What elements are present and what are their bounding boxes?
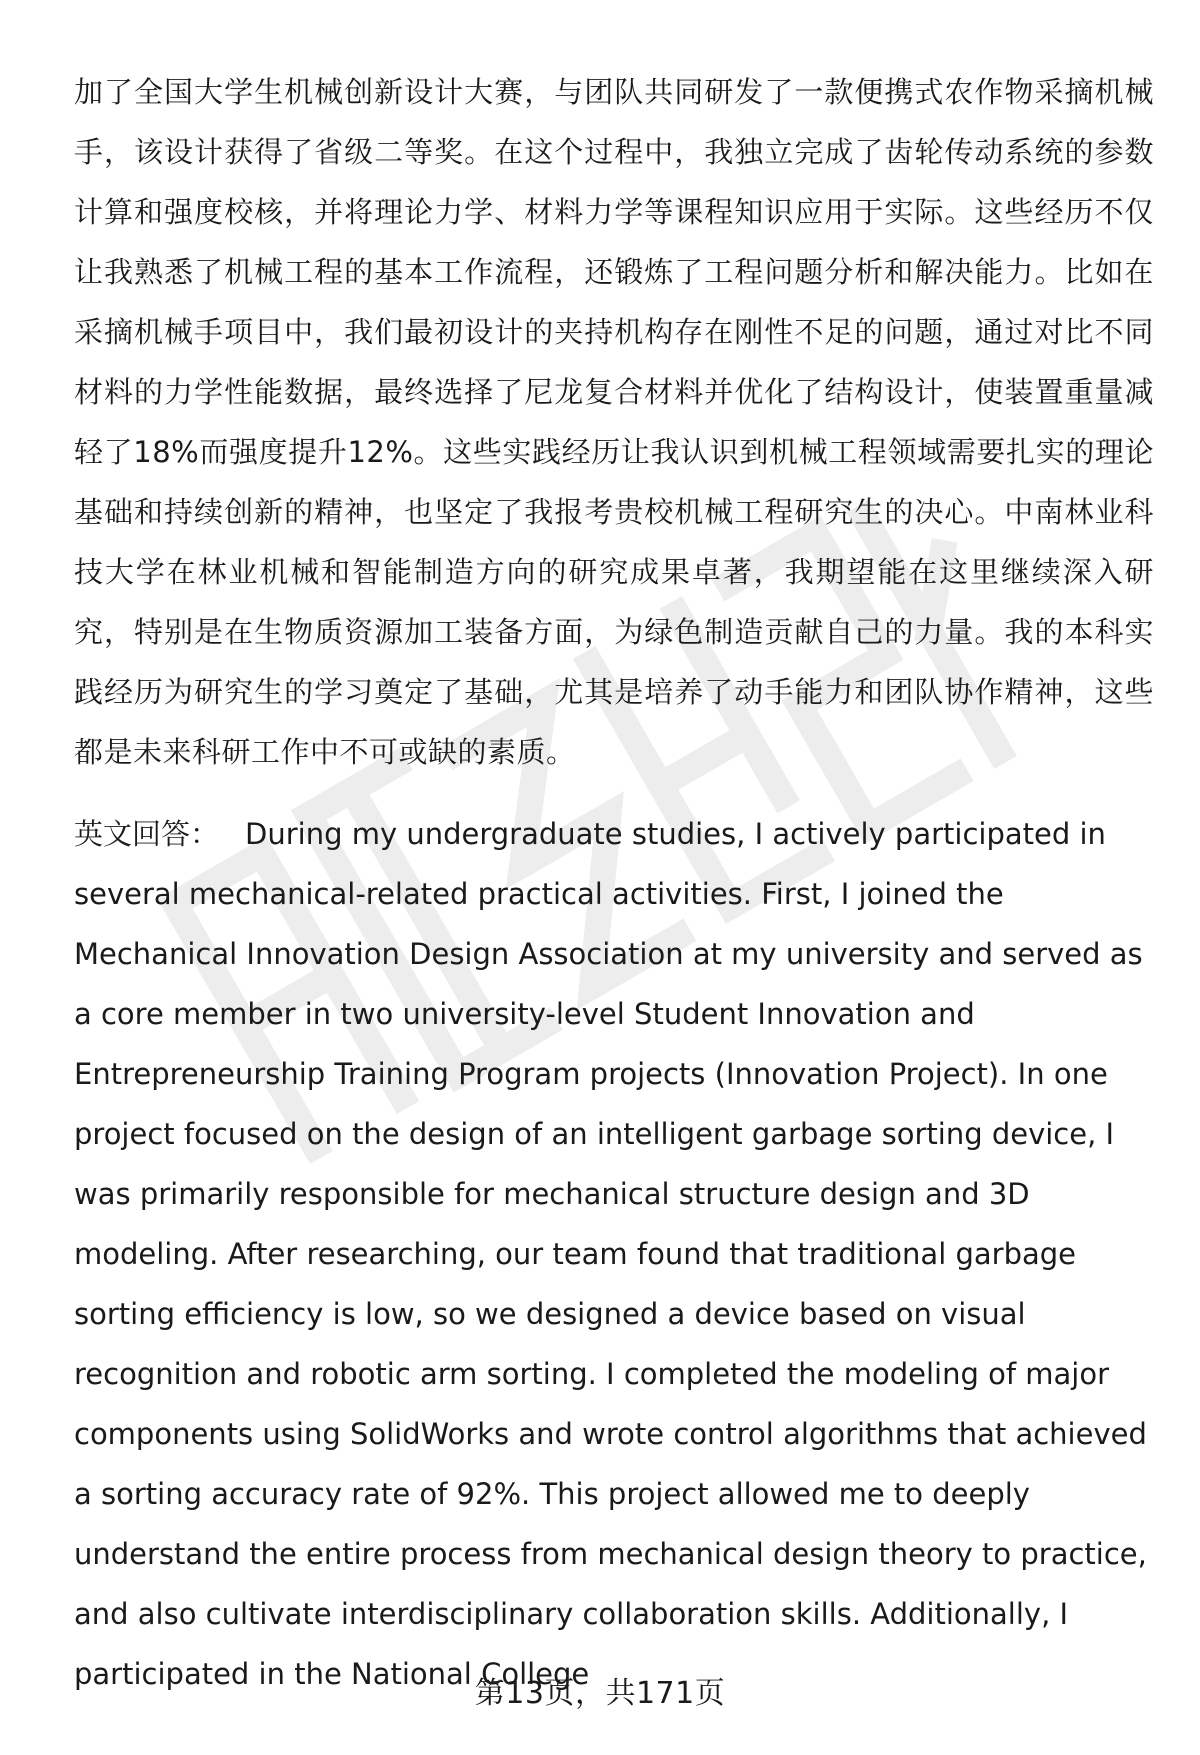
page-number-footer: 第13页，共171页 bbox=[474, 1676, 726, 1711]
chinese-answer-paragraph: 加了全国大学生机械创新设计大赛，与团队共同研发了一款便携式农作物采摘机械手，该设计获得了省级二等奖。在这个过程中，我独立完成了齿轮传动系统的参数计算和强度校核，并将理论力学、材料力学等课程知识应用于实际。这些经历不仅让我熟悉了机械工程的基本工作流程，还锻炼了工程问题分析和解决能力。比如在采摘机械手项目中，我们最初设计的夹持机构存在刚性不足的问题，通过对比不同材料的力学性能数据，最终选择了尼龙复合材料并优化了结构设计，使装置重量减轻了18%而强度提升12%。这些实践经历让我认识到机械工程领域需要扎实的理论基础和持续创新的精神，也坚定了我报考贵校机械工程研究生的决心。中南林业科技大学在林业机械和智能制造方向的研究成果卓著，我期望能在这里继续深入研究，特别是在生物质资源加工装备方面，为绿色制造贡献自己的力量。我的本科实践经历为研究生的学习奠定了基础，尤其是培养了动手能力和团队协作精神，这些都是未来科研工作中不可或缺的素质。 bbox=[74, 75, 1154, 769]
english-answer-paragraph bbox=[74, 804, 1154, 1704]
document-body bbox=[74, 62, 1154, 1704]
english-answer-text: During my undergraduate studies, I actively participated in several mechanical-related practical activities. First, I joined the Mechanical Innovation Design Association at my university and served as a core member in two university-level Student Innovation and Entrepreneurship Training Program projects (Innovation Project). In one project focused on the design of an intelligent garbage sorting device, I was primarily responsible for mechanical structure design and 3D modeling. After researching, our team found that traditional garbage sorting efficiency is low, so we designed a device based on visual recognition and robotic arm sorting. I completed the modeling of major components using SolidWorks and wrote control algorithms that achieved a sorting accuracy rate of 92%. This project allowed me to deeply understand the entire process from mechanical design theory to practice, and also cultivate interdisciplinary collaboration skills. Additionally, I participated in the National College bbox=[74, 817, 1147, 1691]
english-answer-label: 英文回答： bbox=[74, 817, 220, 851]
